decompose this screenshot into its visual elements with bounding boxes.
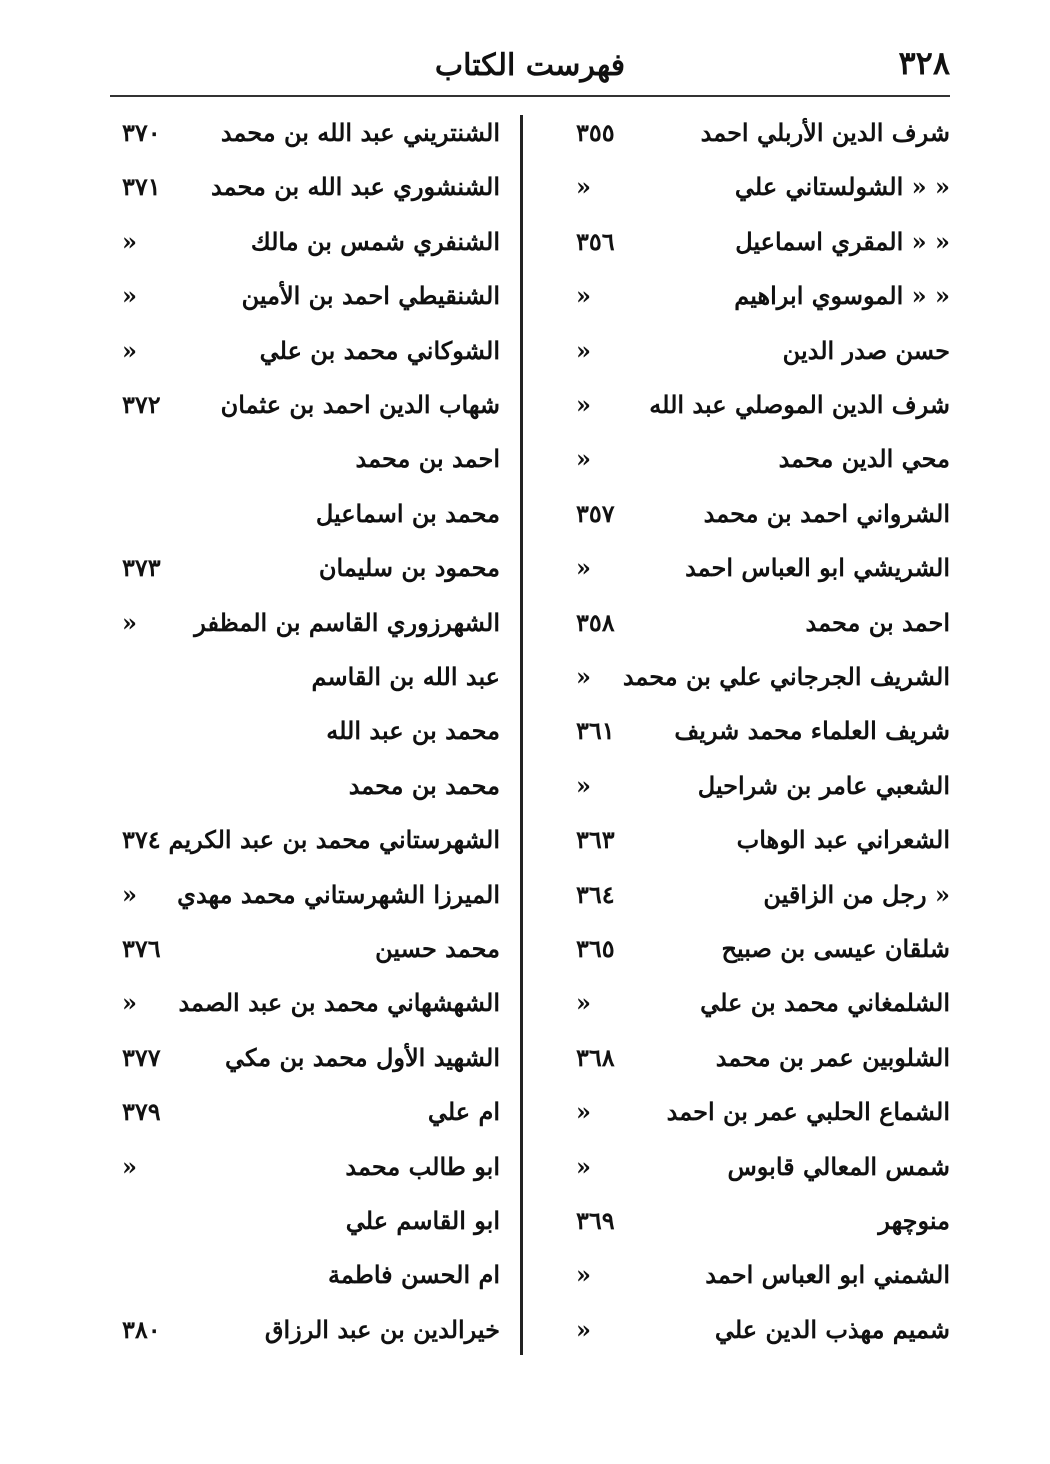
entry-page-number: « [576, 172, 591, 202]
index-entry [540, 765, 958, 819]
index-entry [540, 384, 958, 438]
entry-page-number: ٣٨٠ [122, 1314, 161, 1344]
entry-name: محمد بن عبد الله [326, 716, 500, 746]
index-entry [540, 438, 958, 492]
entry-name: شميم مهذب الدين علي [714, 1314, 950, 1344]
entry-name: محمود بن سليمان [318, 553, 500, 583]
entry-name: احمد بن محمد [355, 444, 500, 474]
index-entry [540, 819, 958, 873]
entry-name: منوچهر [878, 1206, 950, 1235]
entry-page-number: ٣٦٥ [576, 934, 615, 963]
page-number: ٣٢٨ [898, 44, 950, 82]
entry-page-number: « [576, 1314, 591, 1344]
entry-name: شلقان عيسى بن صبيح [721, 934, 950, 963]
index-entry [540, 874, 958, 928]
entry-page-number: « [576, 988, 591, 1018]
index-entry [92, 1146, 512, 1200]
entry-page-number: « [576, 770, 591, 800]
entry-page-number: ٣٧٧ [122, 1042, 161, 1072]
index-column-right [540, 112, 958, 1362]
entry-name: « « الشولستاني علي [734, 172, 950, 202]
index-entry [92, 656, 512, 710]
index-entry [92, 547, 512, 601]
entry-page-number: « [122, 226, 137, 256]
entry-page-number: ٣٧٦ [122, 934, 161, 963]
entry-name: شهاب الدين احمد بن عثمان [220, 390, 500, 419]
page-header [110, 38, 950, 94]
entry-name: الشنتريني عبد الله بن محمد [220, 118, 500, 147]
index-entry [540, 275, 958, 329]
entry-page-number: « [576, 444, 591, 474]
index-entry [92, 221, 512, 275]
entry-page-number: ٣٧١ [122, 172, 161, 202]
entry-name: « « المقري اسماعيل [735, 226, 950, 256]
index-entry [92, 1091, 512, 1145]
index-entry [92, 1037, 512, 1091]
index-entry [540, 1037, 958, 1091]
index-entry [92, 602, 512, 656]
index-entry [540, 928, 958, 982]
entry-name: الشهرزوري القاسم بن المظفر [194, 607, 500, 637]
index-entry [92, 874, 512, 928]
entry-name: الشمني ابو العباس احمد [705, 1260, 950, 1290]
entry-page-number: ٣٦٤ [576, 879, 615, 909]
index-entry [540, 330, 958, 384]
entry-page-number: ٣٦١ [576, 716, 615, 746]
index-entry [92, 1309, 512, 1363]
index-column-left [92, 112, 512, 1362]
index-entry [540, 166, 958, 220]
entry-page-number: « [122, 1151, 137, 1181]
entry-name: شمس المعالي قابوس [727, 1151, 950, 1181]
entry-name: ابو القاسم علي [345, 1206, 500, 1235]
index-entry [92, 982, 512, 1036]
entry-name: الشرواني احمد بن محمد [703, 498, 950, 528]
index-entry [92, 710, 512, 764]
entry-page-number: ٣٥٨ [576, 607, 615, 637]
index-entry [540, 710, 958, 764]
index-entry [540, 982, 958, 1036]
entry-name: حسن صدر الدين [782, 335, 950, 365]
index-entry [540, 1146, 958, 1200]
page-title: فهرست الكتاب [434, 48, 626, 83]
entry-page-number: « [576, 1151, 591, 1181]
index-entry [92, 438, 512, 492]
entry-name: احمد بن محمد [805, 607, 950, 637]
index-entry [540, 1091, 958, 1145]
header-rule [110, 95, 950, 97]
index-entry [540, 112, 958, 166]
entry-name: عبد الله بن القاسم [311, 662, 500, 691]
entry-page-number: « [122, 335, 137, 365]
entry-name: محي الدين محمد [778, 444, 950, 474]
index-entry [92, 166, 512, 220]
entry-page-number: ٣٧٣ [122, 553, 161, 583]
entry-page-number: ٣٧٠ [122, 118, 161, 147]
entry-name: « « الموسوي ابراهيم [734, 281, 950, 311]
entry-name: شريف العلماء محمد شريف [674, 716, 950, 746]
entry-page-number: « [576, 281, 591, 311]
entry-name: الشعبي عامر بن شراحيل [697, 770, 950, 800]
entry-name: محمد بن محمد [348, 770, 500, 800]
entry-name: الشنشوري عبد الله بن محمد [211, 172, 500, 202]
index-entry [540, 1200, 958, 1254]
entry-name: محمد بن اسماعيل [315, 498, 500, 528]
entry-name: الشعراني عبد الوهاب [736, 825, 950, 855]
entry-name: ام علي [427, 1097, 500, 1127]
index-entry [540, 1254, 958, 1308]
entry-page-number: ٣٥٥ [576, 118, 615, 147]
index-entry [92, 1200, 512, 1254]
entry-page-number: « [576, 1260, 591, 1290]
index-entry [540, 1309, 958, 1363]
entry-name: الشماع الحلبي عمر بن احمد [666, 1097, 950, 1127]
column-divider [520, 115, 523, 1355]
entry-name: الشوكاني محمد بن علي [259, 335, 500, 365]
entry-page-number: « [122, 607, 137, 637]
entry-name: خيرالدين بن عبد الرزاق [264, 1314, 500, 1344]
entry-page-number: « [576, 553, 591, 583]
entry-name: الميرزا الشهرستاني محمد مهدي [177, 879, 500, 909]
entry-page-number: « [576, 1097, 591, 1127]
index-entry [92, 112, 512, 166]
entry-page-number: « [576, 335, 591, 365]
index-entry [92, 1254, 512, 1308]
entry-name: الشلوبين عمر بن محمد [715, 1042, 950, 1072]
entry-page-number: « [122, 988, 137, 1018]
entry-name: الشهرستاني محمد بن عبد الكريم [168, 825, 500, 855]
index-entry [92, 493, 512, 547]
entry-name: الشنفري شمس بن مالك [250, 226, 500, 256]
entry-name: الشهيد الأول محمد بن مكي [225, 1042, 500, 1072]
index-entry [92, 765, 512, 819]
entry-page-number: ٣٧٩ [122, 1097, 161, 1127]
entry-name: الشهشهاني محمد بن عبد الصمد [178, 988, 500, 1018]
index-entry [540, 656, 958, 710]
entry-page-number: ٣٧٢ [122, 390, 161, 419]
entry-name: الشلمغاني محمد بن علي [700, 988, 950, 1018]
entry-page-number: ٣٦٣ [576, 825, 615, 855]
entry-name: الشريف الجرجاني علي بن محمد [622, 662, 950, 691]
entry-page-number: « [576, 390, 591, 419]
index-entry [92, 928, 512, 982]
index-entry [540, 602, 958, 656]
entry-page-number: ٣٥٧ [576, 498, 615, 528]
entry-page-number: ٣٥٦ [576, 226, 615, 256]
entry-page-number: ٣٧٤ [122, 825, 161, 855]
entry-name: ام الحسن فاطمة [327, 1260, 500, 1290]
entry-name: ابو طالب محمد [345, 1151, 500, 1181]
entry-name: « رجل من الزاقين [763, 879, 950, 909]
index-entry [92, 330, 512, 384]
entry-page-number: ٣٦٨ [576, 1042, 615, 1072]
index-entry [92, 384, 512, 438]
entry-name: شرف الدين الموصلي عبد الله [649, 390, 950, 419]
entry-page-number: « [576, 662, 591, 691]
index-entry [540, 493, 958, 547]
entry-name: شرف الدين الأربلي احمد [700, 118, 950, 147]
index-entry [540, 547, 958, 601]
index-entry [540, 221, 958, 275]
entry-page-number: ٣٦٩ [576, 1206, 615, 1235]
entry-name: الشنقيطي احمد بن الأمين [241, 281, 500, 311]
index-entry [92, 819, 512, 873]
index-entry [92, 275, 512, 329]
entry-name: الشريشي ابو العباس احمد [685, 553, 950, 583]
entry-page-number: « [122, 879, 137, 909]
entry-name: محمد حسين [375, 934, 500, 963]
entry-page-number: « [122, 281, 137, 311]
